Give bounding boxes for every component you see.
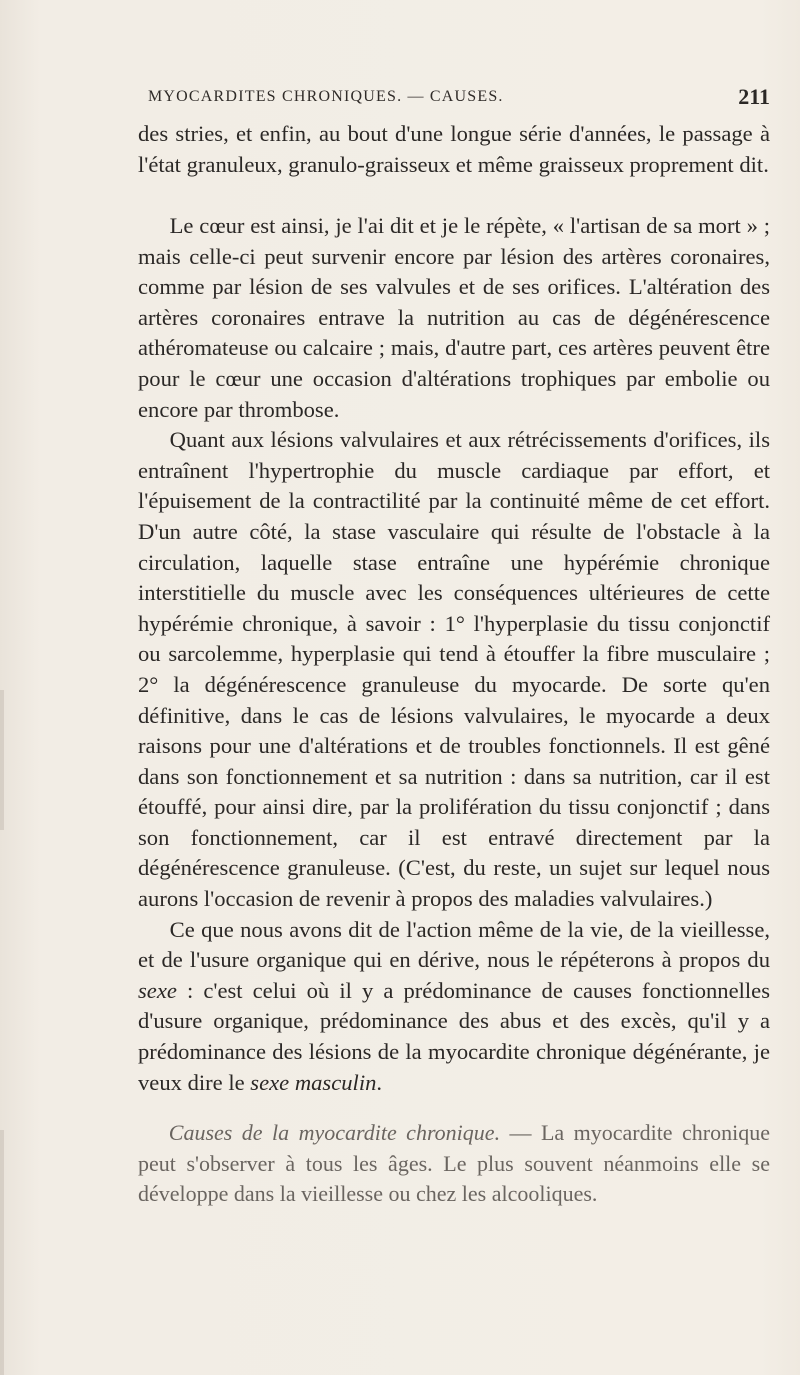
paragraph	[138, 1118, 770, 1210]
section-heading: Causes de la myocardite chronique.	[168, 1120, 501, 1146]
emphasis-text: sexe masculin	[250, 1069, 377, 1095]
paragraph: Le cœur est ainsi, je l'ai dit et je le répète, « l'artisan de sa mort » ; mais celle-ci peut survenir encore par lésion des artères coronaires, comme par lésion de ses valvules et de ses orifices. L'altération des artères coronaires entrave la nutrition au cas de dégénérescence athéromateuse ou calcaire ; mais, d'autre part, ces artères peuvent être pour le cœur une occasion d'altérations trophiques par embolie ou encore par thrombose.	[138, 213, 770, 422]
paragraph-text: — La myocardite chronique peut s'observer à tous les âges. Le plus souvent néanmoins elle se développe dans la vieillesse ou chez les alcooliques.	[138, 1120, 770, 1207]
page-edge-shadow	[0, 1130, 4, 1375]
page-edge-shadow	[0, 690, 4, 830]
paragraph-text: .	[376, 1069, 383, 1095]
emphasis-text: sexe	[138, 977, 177, 1003]
page-header	[148, 84, 770, 114]
paragraph	[138, 915, 770, 1099]
page-body	[138, 119, 770, 1210]
paragraph: Quant aux lésions valvulaires et aux rétrécissements d'orifices, ils entraînent l'hypertrophie du muscle cardiaque par effort, et l'épuisement de la contractilité par la continuité même de cet effort. D'un autre côté, la stase vasculaire qui résulte de l'obstacle à la circulation, laquelle stase entraîne une hypérémie chronique interstitielle du muscle avec les conséquences ultérieures de cette hypérémie chronique, à savoir : 1° l'hyperplasie du tissu conjonctif ou sarcolemme, hyperplasie qui tend à étouffer la fibre musculaire ; 2° la dégénérescence granuleuse du myocarde. De sorte qu'en définitive, dans le cas de lésions valvulaires, le myocarde a deux raisons pour une d'altérations et de troubles fonctionnels. Il est gêné dans son fonctionnement et sa nutrition : dans sa nutrition, car il est étouffé, pour ainsi dire, par la prolifération du tissu conjonctif ; dans son fonctionnement, car il est entravé directement par la dégénérescence granuleuse. (C'est, du reste, un sujet sur lequel nous aurons l'occasion de revenir à propos des maladies valvulaires.)	[138, 427, 770, 912]
running-title: MYOCARDITES CHRONIQUES. — CAUSES.	[148, 88, 504, 105]
page-number: 211	[738, 84, 770, 109]
paragraph-text: Ce que nous avons dit de l'action même de la vie, de la vieillesse, et de l'usure organique qui en dérive, nous le répéterons à propos du	[138, 916, 770, 973]
paragraph: des stries, et enfin, au bout d'une longue série d'années, le passage à l'état granuleux, granulo-graisseux et même graisseux proprement dit.	[138, 121, 770, 177]
paragraph-text: : c'est celui où il y a prédominance de causes fonctionnelles d'usure organique, prédominance des abus et des excès, qu'il y a prédominance des lésions de la myocardite chronique dégénérante, je veux dire le	[138, 977, 770, 1095]
